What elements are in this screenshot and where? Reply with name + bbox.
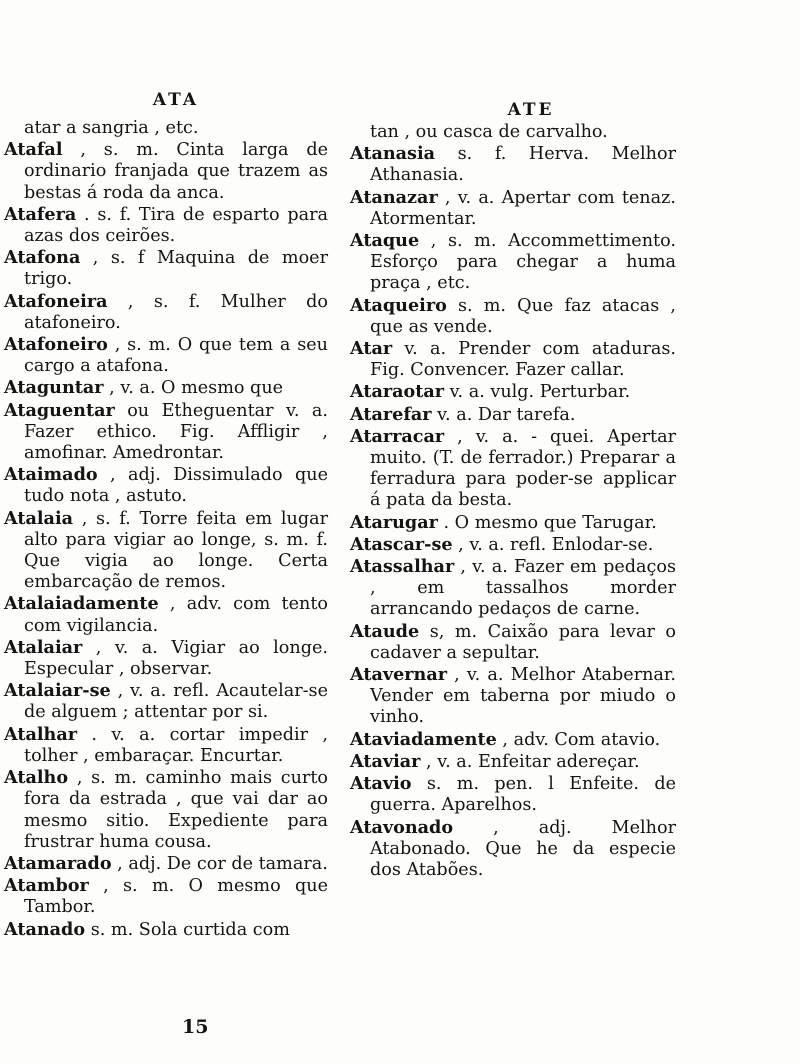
entry-definition: , v. a. Apertar com tenaz. Atormentar. [370,187,676,229]
entry-definition: , v. a. Fazer em pedaços , em tassalhos morder arrancando pedaços de carne. [370,557,676,620]
entry-headword: Atarefar [350,403,432,425]
dictionary-entry [4,724,328,767]
dictionary-entry [350,295,676,338]
dictionary-entry [4,464,328,507]
dictionary-entry [4,875,328,918]
entry-headword: Atafoneira [4,290,108,312]
dictionary-entry [350,729,676,751]
dictionary-entry [350,187,676,230]
dictionary-entry [350,751,676,773]
entry-definition: s. m. Que faz atacas , que as vende. [370,295,676,337]
dictionary-entry [4,593,328,636]
dictionary-entry [4,204,328,247]
entry-headword: Atalho [4,767,69,789]
dictionary-entry [4,400,328,465]
entry-headword: Ataguentar [4,399,115,421]
entry-headword: Atambor [4,875,89,897]
dictionary-entry [350,512,676,534]
entry-headword: Atafoneiro [4,334,108,356]
dictionary-entry [4,853,328,875]
entry-headword: Ataraotar [350,381,445,403]
entry-definition: , v. a. refl. Acautelar-se de alguem ; attentar por si. [24,681,328,723]
entry-headword: Atalaiadamente [4,593,159,615]
entry-definition: s. m. pen. l Enfeite. de guerra. Aparelhos. [370,774,676,816]
entry-definition: . s. f. Tira de esparto para azas dos ceirões. [24,204,328,247]
dictionary-entry [350,426,676,512]
dictionary-entry [4,118,328,139]
entry-headword: Atafona [4,247,81,269]
entry-definition: , adj. Melhor Atabonado. Que he da especie dos Atabões. [370,817,676,880]
entry-continuation-text: atar a sangria , etc. [24,118,199,138]
dictionary-entry [350,556,676,621]
entry-headword: Atalaiar-se [4,680,111,702]
entry-headword: Atafal [4,139,63,161]
entry-definition: s, m. Caixão para levar o cadaver a sepultar. [370,621,676,663]
entry-definition: , s. m. Cinta larga de ordinario franjada que trazem as bestas á roda da anca. [24,140,328,203]
entry-definition: v. a. vulg. Perturbar. [444,382,631,403]
entry-headword: Atalaia [4,507,74,529]
page-number: 15 [182,1016,209,1038]
dictionary-entry [4,680,328,723]
dictionary-entry [4,919,328,941]
dictionary-entry [4,334,328,377]
entry-definition: , adv. com tento com vigilancia. [24,594,328,636]
entry-definition: , s. m. Accommettimento. Esforço para chegar a huma praça , etc. [370,231,676,294]
entry-headword: Ataimado [4,464,98,486]
left-column-header: ATA [152,90,200,110]
entry-definition: , s. f. Mulher do atafoneiro. [24,291,328,333]
entry-definition: , v. a. Enfeitar adereçar. [420,751,640,772]
entry-headword: Atanazar [350,186,438,208]
dictionary-entry [350,381,676,403]
entry-headword: Atascar-se [350,533,453,555]
entry-headword: Atarracar [350,425,445,447]
entry-headword: Atavernar [350,664,448,686]
dictionary-entry [4,139,328,204]
right-column-entries [350,122,676,881]
dictionary-entry [350,773,676,816]
entry-headword: Ataque [350,230,420,252]
entry-definition: ou Etheguentar v. a. Fazer ethico. Fig. Affligir , amofinar. Amedrontar. [24,400,328,464]
entry-definition: s. m. Sola curtida com [85,919,290,940]
entry-continuation-text: tan , ou casca de carvalho. [370,122,608,142]
dictionary-entry [350,621,676,664]
right-column-header: ATE [507,100,555,120]
entry-definition: , adj. Dissimulado que tudo nota , astuto. [24,465,328,507]
entry-definition: , v. a. Melhor Atabernar. Vender em taberna por miudo o vinho. [370,665,676,728]
dictionary-entry [350,664,676,729]
entry-definition: , s. m. O que tem a seu cargo a atafona. [24,335,328,377]
entry-headword: Atalaiar [4,636,83,658]
entry-headword: Ataude [350,620,420,642]
entry-headword: Atafera [4,203,77,225]
entry-definition: , s. f. Torre feita em lugar alto para vigiar ao longe, s. m. f. Que vigia ao longe. Certa embarcação de remos. [24,508,328,593]
dictionary-entry [350,534,676,556]
entry-definition: . O mesmo que Tarugar. [437,512,657,533]
entry-headword: Ataguntar [4,377,104,399]
entry-headword: Atavonado [350,816,454,838]
entry-headword: Atavio [350,773,412,795]
dictionary-entry [4,637,328,680]
entry-headword: Atarugar [350,511,438,533]
dictionary-entry [350,338,676,381]
dictionary-entry [350,143,676,186]
entry-headword: Ataviadamente [350,728,497,750]
entry-headword: Ataviar [350,750,421,772]
entry-definition: , adv. Com atavio. [496,729,661,750]
dictionary-entry [350,230,676,295]
entry-definition: , v. a. Vigiar ao longe. Especular , observar. [24,637,328,680]
entry-definition: , v. a. O mesmo que [103,378,284,399]
entry-headword: Atanado [4,918,86,940]
entry-definition: , v. a. - quei. Apertar muito. (T. de ferrador.) Preparar a ferradura para poder-se applicar á pata da besta. [370,426,676,511]
entry-headword: Atamarado [4,852,112,874]
dictionary-entry [4,767,328,853]
dictionary-entry [350,404,676,426]
dictionary-entry [4,291,328,334]
entry-definition: , s. m. caminho mais curto fora da estrada , que vai dar ao mesmo sitio. Expediente para frustrar huma cousa. [24,768,328,852]
entry-definition: , v. a. refl. Enlodar-se. [452,534,654,555]
dictionary-entry [4,377,328,399]
entry-definition: , adj. De cor de tamara. [111,853,328,874]
entry-definition: , s. f Maquina de moer trigo. [24,248,328,290]
entry-definition: . v. a. cortar impedir , tolher , embaraçar. Encurtar. [24,724,328,766]
entry-definition: , s. m. O mesmo que Tambor. [24,876,328,918]
entry-definition: s. f. Herva. Melhor Athanasia. [370,144,676,186]
entry-headword: Atalhar [4,723,78,745]
entry-definition: v. a. Prender com ataduras. Fig. Convencer. Fazer callar. [370,339,676,381]
dictionary-entry [350,122,676,143]
entry-headword: Atar [350,338,393,360]
dictionary-entry [4,508,328,594]
dictionary-entry [4,247,328,290]
left-column-entries [4,118,328,941]
entry-headword: Atanasia [350,143,436,165]
entry-headword: Ataqueiro [350,294,447,316]
entry-headword: Atassalhar [350,556,455,578]
entry-definition: v. a. Dar tarefa. [431,404,576,425]
dictionary-entry [350,817,676,882]
